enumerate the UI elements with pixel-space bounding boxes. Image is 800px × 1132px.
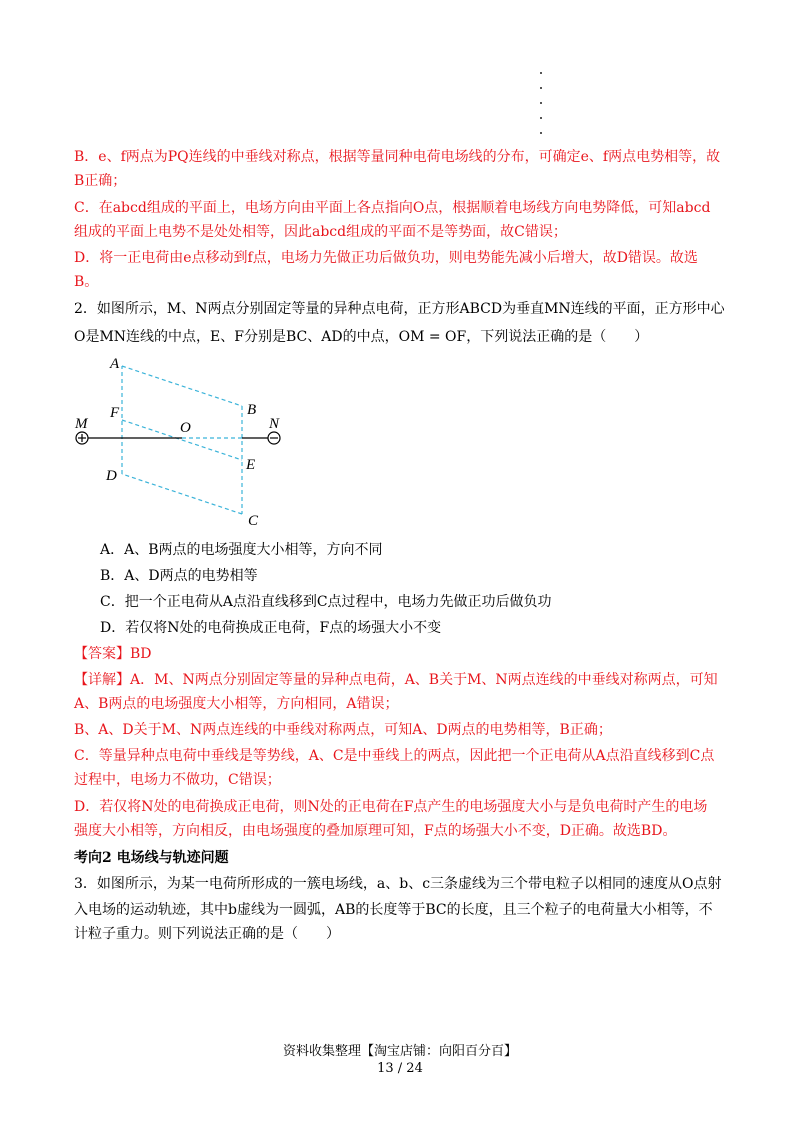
edge-ab xyxy=(122,366,242,406)
q2-explain-line-1: 【详解】A．M、N两点分别固定等量的异种点电荷，A、B关于M、N两点连线的中垂线对称两点，可知 xyxy=(74,672,718,688)
explain-prev-line-6: B。 xyxy=(74,274,99,290)
label-n: N xyxy=(269,416,280,432)
q2-explain-line-7: 强度大小相等，方向相反，由电场强度的叠加原理可知，F点的场强大小不变，D正确。故选BD。 xyxy=(74,823,677,839)
q2-option-a: A．A、B两点的电场强度大小相等，方向不同 xyxy=(100,542,383,558)
q2-explain-line-2: A、B两点的电场强度大小相等，方向相同，A错误； xyxy=(74,696,399,712)
decorative-dots xyxy=(540,72,546,147)
q2-explain-line-5: 过程中，电场力不做功，C错误； xyxy=(74,772,281,788)
q3-stem-line-1: 3．如图所示，为某一电荷所形成的一簇电场线，a、b、c三条虚线为三个带电粒子以相同的速度从O点射 xyxy=(74,876,722,892)
label-m: M xyxy=(75,416,88,432)
label-b: B xyxy=(247,402,257,418)
square-charges-diagram xyxy=(70,352,300,532)
q2-stem-line-1: 2．如图所示，M、N两点分别固定等量的异种点电荷，正方形ABCD为垂直MN连线的平面，正方形中心 xyxy=(74,301,725,317)
label-e: E xyxy=(246,457,256,473)
label-a: A xyxy=(110,356,120,372)
explain-prev-line-3: C．在abcd组成的平面上，电场方向由平面上各点指向O点，根据顺着电场线方向电势降低，可知abcd xyxy=(74,200,711,216)
q2-answer: 【答案】BD xyxy=(74,646,152,662)
footer-source: 资料收集整理【淘宝店铺：向阳百分百】 xyxy=(282,1044,517,1059)
page-number: 13 / 24 xyxy=(377,1061,423,1076)
edge-cd xyxy=(122,474,242,514)
q2-stem-line-2: O是MN连线的中点，E、F分别是BC、AD的中点，OM = OF，下列说法正确的是（ ） xyxy=(74,329,649,345)
q2-explain-line-6: D．若仅将N处的电荷换成正电荷，则N处的正电荷在F点产生的电场强度大小与是负电荷时产生的电场 xyxy=(74,799,708,815)
label-o: O xyxy=(180,420,191,436)
explain-prev-line-2: B正确； xyxy=(74,173,127,189)
label-d: D xyxy=(106,468,117,484)
q2-option-c: C．把一个正电荷从A点沿直线移到C点过程中，电场力先做正功后做负功 xyxy=(100,594,552,610)
section-heading: 考向2 电场线与轨迹问题 xyxy=(74,850,229,866)
label-f: F xyxy=(110,405,120,421)
q2-explain-line-4: C．等量异种点电荷中垂线是等势线，A、C是中垂线上的两点，因此把一个正电荷从A点沿直线移到C点 xyxy=(74,748,715,764)
q3-stem-line-3: 计粒子重力。则下列说法正确的是（ ） xyxy=(74,926,340,942)
q3-stem-line-2: 入电场的运动轨迹，其中b虚线为一圆弧，AB的长度等于BC的长度，且三个粒子的电荷量大小相等，不 xyxy=(74,902,713,918)
q2-explain-line-3: B、A、D关于M、N两点连线的中垂线对称两点，可知A、D两点的电势相等，B正确； xyxy=(74,722,612,738)
explain-prev-line-4: 组成的平面上电势不是处处相等，因此abcd组成的平面不是等势面，故C错误； xyxy=(74,224,567,240)
explain-prev-line-5: D．将一正电荷由e点移动到f点，电场力先做正功后做负功，则电势能先减小后增大，故D错误。故选 xyxy=(74,250,698,266)
explain-prev-line-1: B．e、f两点为PQ连线的中垂线对称点，根据等量同种电荷电场线的分布，可确定e、f两点电势相等，故 xyxy=(74,149,721,165)
q2-option-b: B．A、D两点的电势相等 xyxy=(100,568,258,584)
q2-option-d: D．若仅将N处的电荷换成正电荷，F点的场强大小不变 xyxy=(100,620,442,636)
label-c: C xyxy=(248,513,259,529)
